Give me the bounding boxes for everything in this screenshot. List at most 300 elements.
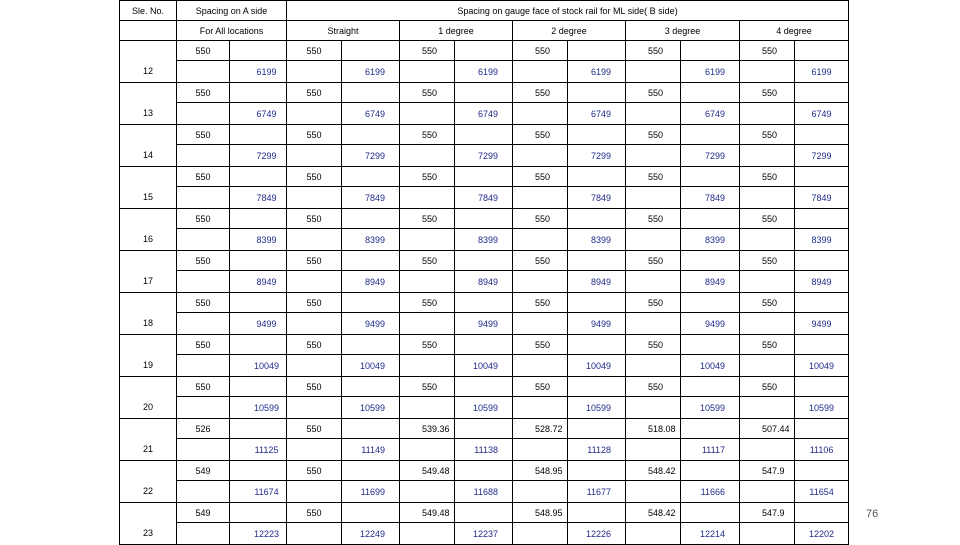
empty-cell — [400, 103, 455, 125]
value-cell: 6749 — [681, 103, 740, 125]
subheader-2-degree: 2 degree — [513, 21, 626, 41]
value-cell: 11666 — [681, 481, 740, 503]
value-cell: 10049 — [230, 355, 287, 377]
measurement-row — [120, 271, 849, 293]
value-cell: 6199 — [681, 61, 740, 83]
measurement-row — [120, 355, 849, 377]
sl-no-cell: 13 — [120, 103, 177, 125]
empty-cell — [513, 229, 568, 251]
measurement-row — [120, 61, 849, 83]
spacing-cell: 550 — [740, 209, 795, 229]
value-cell: 8949 — [455, 271, 513, 293]
empty-cell — [230, 335, 287, 355]
empty-cell — [287, 397, 342, 419]
empty-cell — [455, 503, 513, 523]
subheader-straight: Straight — [287, 21, 400, 41]
spacing-cell: 550 — [177, 335, 230, 355]
empty-cell — [177, 313, 230, 335]
sl-no-cell-top — [120, 293, 177, 313]
empty-cell — [287, 523, 342, 545]
empty-cell — [230, 293, 287, 313]
spacing-sheet — [119, 0, 840, 540]
empty-cell — [626, 355, 681, 377]
sl-no-cell: 23 — [120, 523, 177, 545]
empty-cell — [681, 167, 740, 187]
value-cell: 7299 — [230, 145, 287, 167]
spacing-cell: 550 — [740, 335, 795, 355]
empty-cell — [287, 439, 342, 461]
empty-cell — [740, 355, 795, 377]
empty-cell — [230, 83, 287, 103]
value-cell: 8949 — [342, 271, 400, 293]
spacing-cell: 549.48 — [400, 461, 455, 481]
value-cell: 11117 — [681, 439, 740, 461]
spacing-row — [120, 503, 849, 523]
spacing-cell: 550 — [177, 293, 230, 313]
spacing-cell: 550 — [740, 167, 795, 187]
spacing-row — [120, 167, 849, 187]
header-row-2 — [120, 21, 849, 41]
empty-cell — [513, 145, 568, 167]
value-cell: 11699 — [342, 481, 400, 503]
empty-cell — [342, 209, 400, 229]
value-cell: 6199 — [795, 61, 849, 83]
sl-no-cell: 17 — [120, 271, 177, 293]
value-cell: 11149 — [342, 439, 400, 461]
spacing-cell: 550 — [740, 41, 795, 61]
spacing-cell: 550 — [400, 293, 455, 313]
value-cell: 8399 — [455, 229, 513, 251]
empty-cell — [400, 61, 455, 83]
empty-cell — [740, 271, 795, 293]
value-cell: 7849 — [795, 187, 849, 209]
value-cell: 11677 — [568, 481, 626, 503]
empty-cell — [568, 461, 626, 481]
empty-cell — [400, 355, 455, 377]
empty-cell — [513, 481, 568, 503]
empty-cell — [795, 251, 849, 271]
empty-cell — [681, 335, 740, 355]
value-cell: 6199 — [568, 61, 626, 83]
spacing-cell: 550 — [400, 209, 455, 229]
value-cell: 11654 — [795, 481, 849, 503]
spacing-cell: 547.9 — [740, 461, 795, 481]
a-side-subheader: For All locations — [177, 21, 287, 41]
spacing-table — [119, 0, 849, 545]
value-cell: 7299 — [568, 145, 626, 167]
sl-no-cell-top — [120, 209, 177, 229]
measurement-row — [120, 229, 849, 251]
spacing-cell: 550 — [287, 167, 342, 187]
spacing-cell: 550 — [400, 41, 455, 61]
spacing-cell: 547.9 — [740, 503, 795, 523]
empty-cell — [230, 377, 287, 397]
value-cell: 7849 — [568, 187, 626, 209]
value-cell: 9499 — [795, 313, 849, 335]
empty-cell — [681, 251, 740, 271]
measurement-row — [120, 439, 849, 461]
spacing-cell: 548.95 — [513, 503, 568, 523]
sl-no-cell: 19 — [120, 355, 177, 377]
empty-cell — [795, 377, 849, 397]
empty-cell — [342, 83, 400, 103]
empty-cell — [795, 419, 849, 439]
empty-cell — [230, 209, 287, 229]
spacing-cell: 550 — [740, 125, 795, 145]
empty-cell — [342, 419, 400, 439]
empty-cell — [740, 145, 795, 167]
empty-cell — [568, 167, 626, 187]
spacing-row — [120, 419, 849, 439]
empty-cell — [342, 41, 400, 61]
empty-cell — [513, 313, 568, 335]
spacing-cell: 550 — [287, 503, 342, 523]
value-cell: 10049 — [455, 355, 513, 377]
value-cell: 7849 — [342, 187, 400, 209]
value-cell: 10599 — [230, 397, 287, 419]
empty-cell — [230, 419, 287, 439]
empty-cell — [626, 439, 681, 461]
empty-cell — [626, 103, 681, 125]
empty-cell — [795, 293, 849, 313]
measurement-row — [120, 481, 849, 503]
subheader-3-degree: 3 degree — [626, 21, 740, 41]
spacing-cell: 550 — [177, 125, 230, 145]
empty-cell — [513, 187, 568, 209]
empty-cell — [626, 61, 681, 83]
empty-cell — [568, 335, 626, 355]
empty-cell — [177, 145, 230, 167]
empty-cell — [287, 61, 342, 83]
empty-cell — [287, 355, 342, 377]
value-cell: 8949 — [681, 271, 740, 293]
empty-cell — [177, 103, 230, 125]
empty-cell — [740, 61, 795, 83]
empty-cell — [230, 503, 287, 523]
spacing-cell: 550 — [287, 41, 342, 61]
empty-cell — [455, 167, 513, 187]
sl-no-cell: 18 — [120, 313, 177, 335]
spacing-cell: 550 — [626, 167, 681, 187]
spacing-cell: 550 — [626, 125, 681, 145]
value-cell: 6749 — [455, 103, 513, 125]
empty-cell — [177, 481, 230, 503]
value-cell: 8399 — [681, 229, 740, 251]
empty-cell — [342, 377, 400, 397]
empty-cell — [795, 209, 849, 229]
spacing-cell: 550 — [740, 251, 795, 271]
empty-cell — [400, 187, 455, 209]
empty-cell — [287, 187, 342, 209]
sl-no-cell-top — [120, 83, 177, 103]
value-cell: 8949 — [568, 271, 626, 293]
value-cell: 8399 — [568, 229, 626, 251]
spacing-cell: 550 — [177, 41, 230, 61]
empty-cell — [626, 187, 681, 209]
sl-no-cell-top — [120, 251, 177, 271]
spacing-cell: 550 — [177, 209, 230, 229]
spacing-cell: 550 — [400, 167, 455, 187]
empty-cell — [681, 461, 740, 481]
empty-cell — [795, 503, 849, 523]
spacing-cell: 550 — [626, 335, 681, 355]
empty-cell — [287, 103, 342, 125]
spacing-cell: 550 — [513, 251, 568, 271]
empty-cell — [287, 145, 342, 167]
spacing-cell: 550 — [513, 41, 568, 61]
page-number: 76 — [866, 508, 879, 520]
spacing-cell: 550 — [287, 293, 342, 313]
value-cell: 10599 — [568, 397, 626, 419]
value-cell: 7299 — [455, 145, 513, 167]
empty-cell — [455, 251, 513, 271]
empty-cell — [513, 439, 568, 461]
spacing-cell: 539.36 — [400, 419, 455, 439]
measurement-row — [120, 187, 849, 209]
empty-cell — [177, 61, 230, 83]
sl-no-cell-top — [120, 503, 177, 523]
empty-cell — [342, 251, 400, 271]
value-cell: 12214 — [681, 523, 740, 545]
empty-cell — [400, 439, 455, 461]
value-cell: 10049 — [795, 355, 849, 377]
a-side-header: Spacing on A side — [177, 1, 287, 21]
spacing-cell: 550 — [287, 83, 342, 103]
value-cell: 11125 — [230, 439, 287, 461]
value-cell: 9499 — [342, 313, 400, 335]
empty-cell — [568, 41, 626, 61]
spacing-cell: 550 — [287, 251, 342, 271]
value-cell: 12226 — [568, 523, 626, 545]
sl-no-cell: 14 — [120, 145, 177, 167]
spacing-cell: 550 — [626, 251, 681, 271]
spacing-cell: 549 — [177, 503, 230, 523]
value-cell: 12237 — [455, 523, 513, 545]
empty-cell — [626, 271, 681, 293]
spacing-cell: 550 — [740, 377, 795, 397]
value-cell: 12202 — [795, 523, 849, 545]
value-cell: 6199 — [230, 61, 287, 83]
sl-no-cell-top — [120, 377, 177, 397]
empty-cell — [455, 377, 513, 397]
empty-cell — [455, 209, 513, 229]
empty-cell — [568, 125, 626, 145]
value-cell: 7299 — [681, 145, 740, 167]
empty-cell — [513, 397, 568, 419]
empty-cell — [342, 503, 400, 523]
value-cell: 9499 — [681, 313, 740, 335]
sl-no-cell-top — [120, 167, 177, 187]
value-cell: 7849 — [455, 187, 513, 209]
empty-cell — [287, 481, 342, 503]
spacing-cell: 550 — [626, 293, 681, 313]
b-side-header: Spacing on gauge face of stock rail for ML side( B side) — [287, 1, 849, 21]
empty-cell — [342, 293, 400, 313]
empty-cell — [342, 125, 400, 145]
spacing-cell: 528.72 — [513, 419, 568, 439]
empty-cell — [177, 187, 230, 209]
empty-cell — [513, 61, 568, 83]
spacing-cell: 550 — [287, 419, 342, 439]
empty-cell — [177, 271, 230, 293]
empty-cell — [795, 41, 849, 61]
empty-cell — [681, 209, 740, 229]
spacing-cell: 549.48 — [400, 503, 455, 523]
spacing-cell: 550 — [177, 167, 230, 187]
empty-cell — [626, 229, 681, 251]
spacing-cell: 550 — [626, 209, 681, 229]
value-cell: 10049 — [681, 355, 740, 377]
empty-cell — [230, 41, 287, 61]
sl-no-cell: 16 — [120, 229, 177, 251]
empty-cell — [740, 187, 795, 209]
spacing-cell: 548.95 — [513, 461, 568, 481]
empty-cell — [400, 313, 455, 335]
empty-cell — [342, 167, 400, 187]
sl-no-cell: 15 — [120, 187, 177, 209]
spacing-cell: 550 — [626, 83, 681, 103]
empty-cell — [400, 523, 455, 545]
measurement-row — [120, 103, 849, 125]
spacing-cell: 550 — [287, 335, 342, 355]
value-cell: 9499 — [230, 313, 287, 335]
empty-cell — [568, 83, 626, 103]
header-row-1 — [120, 1, 849, 21]
empty-cell — [513, 523, 568, 545]
value-cell: 6199 — [455, 61, 513, 83]
spacing-cell: 550 — [513, 125, 568, 145]
empty-cell — [740, 481, 795, 503]
empty-cell — [681, 83, 740, 103]
empty-cell — [568, 209, 626, 229]
value-cell: 10049 — [342, 355, 400, 377]
spacing-cell: 550 — [513, 209, 568, 229]
spacing-row — [120, 293, 849, 313]
spacing-cell: 548.42 — [626, 503, 681, 523]
spacing-row — [120, 41, 849, 61]
value-cell: 10599 — [795, 397, 849, 419]
sl-no-cell: 12 — [120, 61, 177, 83]
empty-cell — [795, 83, 849, 103]
empty-cell — [795, 335, 849, 355]
sl-no-cell-top — [120, 461, 177, 481]
measurement-row — [120, 397, 849, 419]
empty-cell — [795, 461, 849, 481]
empty-cell — [287, 313, 342, 335]
value-cell: 11106 — [795, 439, 849, 461]
empty-cell — [626, 145, 681, 167]
value-cell: 6749 — [342, 103, 400, 125]
empty-cell — [568, 377, 626, 397]
value-cell: 6749 — [795, 103, 849, 125]
measurement-row — [120, 313, 849, 335]
empty-cell — [230, 461, 287, 481]
empty-cell — [230, 167, 287, 187]
sl-no-cell-top — [120, 41, 177, 61]
empty-cell — [400, 481, 455, 503]
spacing-cell: 550 — [513, 293, 568, 313]
spacing-cell: 550 — [626, 377, 681, 397]
value-cell: 10049 — [568, 355, 626, 377]
empty-cell — [342, 461, 400, 481]
empty-cell — [400, 145, 455, 167]
empty-cell — [568, 251, 626, 271]
empty-cell — [513, 271, 568, 293]
spacing-cell: 550 — [400, 251, 455, 271]
empty-cell — [400, 271, 455, 293]
empty-cell — [513, 103, 568, 125]
value-cell: 12249 — [342, 523, 400, 545]
spacing-cell: 550 — [177, 377, 230, 397]
spacing-cell: 550 — [287, 209, 342, 229]
spacing-cell: 550 — [287, 461, 342, 481]
empty-cell — [681, 41, 740, 61]
value-cell: 7849 — [681, 187, 740, 209]
empty-cell — [177, 397, 230, 419]
spacing-row — [120, 461, 849, 481]
empty-cell — [568, 293, 626, 313]
value-cell: 10599 — [342, 397, 400, 419]
spacing-cell: 550 — [287, 125, 342, 145]
value-cell: 11138 — [455, 439, 513, 461]
value-cell: 7299 — [342, 145, 400, 167]
empty-cell — [681, 419, 740, 439]
value-cell: 8949 — [795, 271, 849, 293]
empty-cell — [740, 103, 795, 125]
value-cell: 8949 — [230, 271, 287, 293]
empty-cell — [626, 397, 681, 419]
sl-no-cell-top — [120, 125, 177, 145]
empty-cell — [681, 377, 740, 397]
spacing-cell: 550 — [287, 377, 342, 397]
spacing-cell: 550 — [740, 293, 795, 313]
empty-cell — [513, 355, 568, 377]
spacing-cell: 550 — [177, 251, 230, 271]
empty-cell — [455, 41, 513, 61]
empty-cell — [455, 335, 513, 355]
value-cell: 6749 — [230, 103, 287, 125]
spacing-cell: 526 — [177, 419, 230, 439]
spacing-cell: 549 — [177, 461, 230, 481]
empty-cell — [740, 313, 795, 335]
empty-cell — [230, 125, 287, 145]
spacing-row — [120, 377, 849, 397]
empty-cell — [795, 125, 849, 145]
value-cell: 10599 — [455, 397, 513, 419]
value-cell: 9499 — [455, 313, 513, 335]
spacing-cell: 548.42 — [626, 461, 681, 481]
spacing-cell: 550 — [177, 83, 230, 103]
empty-cell — [455, 461, 513, 481]
sl-no-cell-top — [120, 335, 177, 355]
spacing-cell: 550 — [400, 83, 455, 103]
empty-cell — [400, 397, 455, 419]
empty-cell — [455, 419, 513, 439]
empty-cell — [740, 439, 795, 461]
value-cell: 7299 — [795, 145, 849, 167]
value-cell: 11688 — [455, 481, 513, 503]
spacing-row — [120, 335, 849, 355]
sl-no-cell: 20 — [120, 397, 177, 419]
empty-cell — [287, 229, 342, 251]
spacing-cell: 550 — [513, 83, 568, 103]
value-cell: 9499 — [568, 313, 626, 335]
empty-cell — [230, 251, 287, 271]
value-cell: 6749 — [568, 103, 626, 125]
spacing-row — [120, 125, 849, 145]
sl-no-cell: 21 — [120, 439, 177, 461]
empty-cell — [177, 355, 230, 377]
